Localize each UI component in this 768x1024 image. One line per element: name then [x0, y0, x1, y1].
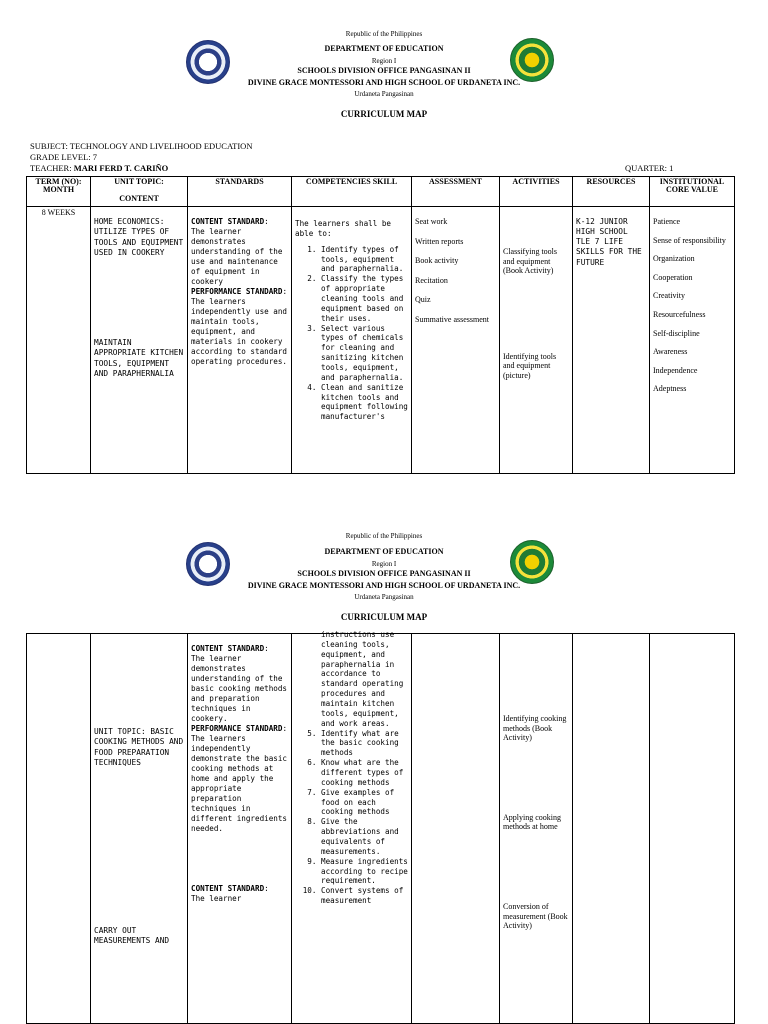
col-content-label: CONTENT	[119, 193, 159, 203]
list-item: Cooperation	[653, 272, 693, 282]
republic-line: Republic of the Philippines	[345, 30, 423, 38]
school-line: DIVINE GRACE MONTESSORI AND HIGH SCHOOL OF URDANETA INC.	[247, 581, 521, 590]
teacher-label: TEACHER:	[30, 163, 74, 173]
content-standard-label: CONTENT STANDARD	[191, 217, 265, 226]
list-item: Resourcefulness	[653, 309, 706, 319]
school-line: DIVINE GRACE MONTESSORI AND HIGH SCHOOL OF URDANETA INC.	[247, 78, 521, 87]
list-item: 3. Select various types of chemicals for cleaning and sanitizing kitchen tools, equipment, and paraphernalia.	[321, 324, 408, 383]
department-line: DEPARTMENT OF EDUCATION	[324, 547, 444, 556]
table-row	[27, 207, 735, 474]
list-item: Recitation	[415, 275, 448, 285]
list-item: Patience	[653, 217, 681, 226]
list-item: Self-discipline	[653, 328, 700, 338]
teacher-line	[30, 163, 168, 173]
address-line: Urdaneta Pangasinan	[354, 90, 414, 98]
unit-topic-cell	[91, 634, 188, 1024]
core-values-cell	[650, 634, 735, 1024]
grade-line: GRADE LEVEL: 7	[30, 152, 98, 162]
content-standard-label-2: CONTENT STANDARD	[191, 884, 265, 894]
list-item: 5. Identify what are the basic cooking methods	[321, 729, 408, 759]
assessment-cell	[412, 634, 500, 1024]
activity-3: Conversion of measurement (Book Activity)	[503, 901, 568, 931]
competencies-continued: instructions use cleaning tools, equipment, and paraphernalia in accordance to standard operating procedures and maintain kitchen tools, equipment, and work areas.	[321, 630, 404, 728]
address-line: Urdaneta Pangasinan	[354, 593, 414, 601]
col-unit-topic	[91, 177, 188, 207]
list-item: Adeptness	[653, 384, 687, 394]
list-item: Summative assessment	[415, 314, 489, 324]
list-item: Sense of responsibility	[653, 235, 726, 245]
list-item: Quiz	[415, 295, 431, 305]
activity-2: Applying cooking methods at home	[503, 812, 561, 832]
competencies-cell	[292, 630, 412, 1024]
unit-topic-2: CARRY OUT MEASUREMENTS AND	[94, 926, 170, 946]
performance-standard-label: PERFORMANCE STANDARD	[191, 287, 283, 297]
term-cell: 8 WEEKS	[27, 207, 91, 474]
unit-topic-1: UNIT TOPIC: BASIC COOKING METHODS AND FOOD PREPARATION TECHNIQUES	[94, 727, 184, 767]
curriculum-table-1	[26, 176, 735, 474]
content-standard-text: The learner demonstrates understanding of the basic cooking methods and preparation techniques in cookery.	[191, 654, 288, 724]
competencies-intro: The learners shall be able to:	[295, 219, 392, 238]
col-standards: STANDARDS	[188, 177, 292, 207]
list-item: 4. Clean and sanitize kitchen tools and equipment following manufacturer's	[321, 383, 408, 422]
list-item: Independence	[653, 365, 698, 375]
col-unit-topic-label: UNIT TOPIC:	[114, 177, 164, 186]
core-values-cell	[650, 207, 735, 474]
division-line: SCHOOLS DIVISION OFFICE PANGASINAN II	[297, 569, 471, 578]
region-line: Region I	[371, 57, 397, 65]
col-term: TERM (NO): MONTH	[27, 177, 91, 207]
page-title: CURRICULUM MAP	[340, 109, 428, 119]
content-standard-text-2: The learner	[191, 894, 242, 904]
competencies-cell	[292, 207, 412, 474]
republic-line: Republic of the Philippines	[345, 532, 423, 540]
list-item: Seat work	[415, 217, 448, 226]
col-activities: ACTIVITIES	[500, 177, 573, 207]
page-1	[0, 0, 768, 500]
list-item: 6. Know what are the different types of cooking methods	[321, 758, 408, 788]
assessment-cell	[412, 207, 500, 474]
competencies-list	[295, 729, 408, 906]
list-item: 1. Identify types of tools, equipment and paraphernalia.	[321, 245, 408, 275]
performance-standard-text: The learners independently demonstrate the basic cooking methods at home and apply the appropriate preparation techniques in different ingredients needed.	[191, 734, 288, 834]
resources-cell	[573, 634, 650, 1024]
unit-topic-cell	[91, 207, 188, 474]
list-item: 2. Classify the types of appropriate cleaning tools and equipment based on their uses.	[321, 274, 408, 323]
division-line: SCHOOLS DIVISION OFFICE PANGASINAN II	[297, 66, 471, 75]
standards-cell: CONTENT STANDARD: The learner demonstrates understanding of the basic cooking methods and preparation techniques in cookery. PERFORMANCE STANDARD: The learners independently demonstrate the basic cooking methods at home and apply the appropriate preparation techniques in different ingredients needed. CONTENT STANDARD: The learner	[188, 634, 292, 1024]
activity-1: Identifying cooking methods (Book Activity)	[503, 714, 567, 743]
col-assessment: ASSESSMENT	[412, 177, 500, 207]
performance-standard-label: PERFORMANCE STANDARD	[191, 724, 283, 734]
term-cell	[27, 634, 91, 1024]
unit-topic-1: HOME ECONOMICS: UTILIZE TYPES OF TOOLS AND EQUIPMENT USED IN COOKERY	[94, 217, 184, 257]
department-line: DEPARTMENT OF EDUCATION	[324, 44, 444, 53]
activities-cell	[500, 634, 573, 1024]
page-2	[0, 500, 768, 1024]
unit-topic-2: MAINTAIN APPROPRIATE KITCHEN TOOLS, EQUIPMENT AND PARAPHERNALIA	[94, 338, 184, 378]
page-title: CURRICULUM MAP	[340, 612, 428, 622]
activity-2: Identifying tools and equipment (picture)	[503, 351, 557, 380]
list-item: Written reports	[415, 236, 464, 246]
quarter-line: QUARTER: 1	[625, 163, 674, 173]
list-item: 8. Give the abbreviations and equivalents of measurements.	[321, 817, 408, 856]
col-core-value: INSTITUTIONAL CORE VALUE	[650, 177, 735, 207]
col-competencies: COMPETENCIES SKILL	[292, 177, 412, 207]
list-item: 10. Convert systems of measurement	[321, 886, 408, 906]
content-standard-label: CONTENT STANDARD	[191, 644, 265, 653]
subject-line: SUBJECT: TECHNOLOGY AND LIVELIHOOD EDUCATION	[30, 141, 253, 151]
list-item: Book activity	[415, 256, 459, 266]
standards-cell: CONTENT STANDARD: The learner demonstrates understanding of the use and maintenance of equipment in cookery PERFORMANCE STANDARD: The learners independently use and maintain tools, equipment, and materials in cookery according to standard operating procedures.	[188, 207, 292, 474]
list-item: Creativity	[653, 291, 685, 301]
region-line: Region I	[371, 560, 397, 568]
list-item: Organization	[653, 254, 695, 264]
performance-standard-text: The learners independently use and maintain tools, equipment, and materials in cookery according to standard operating procedures.	[191, 297, 288, 367]
list-item: Awareness	[653, 347, 688, 357]
activities-cell	[500, 207, 573, 474]
activity-1: Classifying tools and equipment (Book Activity)	[503, 247, 558, 276]
table-row	[27, 634, 735, 1024]
col-resources: RESOURCES	[573, 177, 650, 207]
content-standard-text: The learner demonstrates understanding of the use and maintenance of equipment in cookery	[191, 227, 283, 287]
list-item: 7. Give examples of food on each cooking methods	[321, 788, 408, 818]
curriculum-table-2	[26, 630, 735, 1024]
competencies-list	[295, 245, 408, 422]
teacher-name: MARI FERD T. CARIÑO	[73, 163, 169, 173]
list-item: 9. Measure ingredients according to recipe requirement.	[321, 857, 408, 887]
resources-cell: K-12 JUNIOR HIGH SCHOOL TLE 7 LIFE SKILLS FOR THE FUTURE	[573, 207, 650, 474]
